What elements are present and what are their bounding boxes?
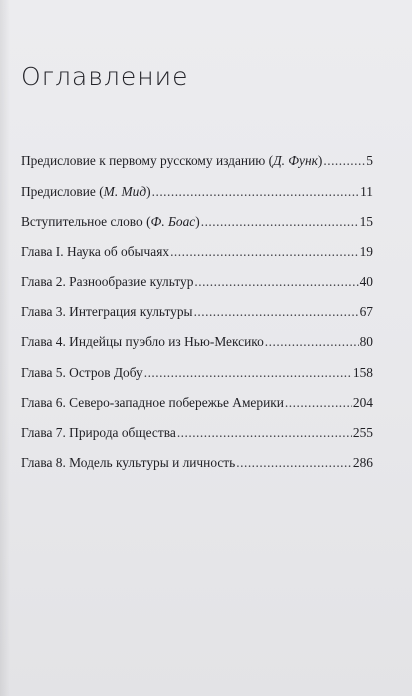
toc-entry <box>21 395 373 411</box>
toc-page-number: 19 <box>359 244 373 259</box>
toc-leader-dots <box>152 184 359 200</box>
toc-leader-dots <box>285 395 352 411</box>
toc-leader-dots <box>323 153 365 169</box>
toc-entry-title: Глава 2. Разнообразие культур <box>21 274 194 289</box>
toc-entry <box>21 244 373 260</box>
toc-entry-title: Глава I. Наука об обычаях <box>21 244 170 259</box>
toc-entry-title: Глава 4. Индейцы пуэбло из Нью-Мексико <box>21 334 264 349</box>
toc-entry <box>21 184 373 200</box>
toc-entry-title: Глава 8. Модель культуры и личность <box>21 455 236 470</box>
toc-page-number: 15 <box>359 214 373 229</box>
toc-page-number: 67 <box>359 304 373 319</box>
toc-entry-title: Глава 3. Интеграция культуры <box>21 304 193 319</box>
toc-entry-title: Вступительное слово (Ф. Боас) <box>21 214 200 229</box>
toc-entry-title: Глава 7. Природа общества <box>21 425 176 440</box>
toc-entry <box>21 425 373 441</box>
toc-entry <box>21 304 373 320</box>
toc-leader-dots <box>194 304 359 320</box>
toc-leader-dots <box>144 365 352 381</box>
page-title: Оглавление <box>21 62 189 91</box>
toc-leader-dots <box>201 214 359 230</box>
toc-page-number: 158 <box>352 365 373 380</box>
toc-entry <box>21 455 373 471</box>
toc-leader-dots <box>170 244 359 260</box>
toc-entry-author: Ф. Боас <box>150 214 196 229</box>
toc-entry-title: Предисловие к первому русскому изданию (Д. Функ) <box>21 153 323 168</box>
toc-leader-dots <box>236 455 352 471</box>
toc-page-number: 5 <box>366 153 373 168</box>
toc-entry-author: Д. Функ <box>273 153 318 168</box>
toc-entry <box>21 334 373 350</box>
toc-page-number: 80 <box>359 334 373 349</box>
toc-entry-title: Глава 6. Северо-западное побережье Америки <box>21 395 284 410</box>
toc-entry <box>21 365 373 381</box>
toc-entry <box>21 274 373 290</box>
toc-entry-title: Глава 5. Остров Добу <box>21 365 143 380</box>
toc-entry <box>21 153 373 169</box>
toc-page-number: 286 <box>352 455 373 470</box>
toc-leader-dots <box>265 334 359 350</box>
toc-entry-title: Предисловие (М. Мид) <box>21 184 151 199</box>
toc-page-number: 11 <box>360 184 373 199</box>
toc-page-number: 40 <box>359 274 373 289</box>
toc-page-number: 204 <box>352 395 373 410</box>
toc-page-number: 255 <box>352 425 373 440</box>
toc-leader-dots <box>194 274 358 290</box>
toc-entry-author: М. Мид <box>103 184 147 199</box>
toc-entry <box>21 214 373 230</box>
toc-leader-dots <box>177 425 352 441</box>
